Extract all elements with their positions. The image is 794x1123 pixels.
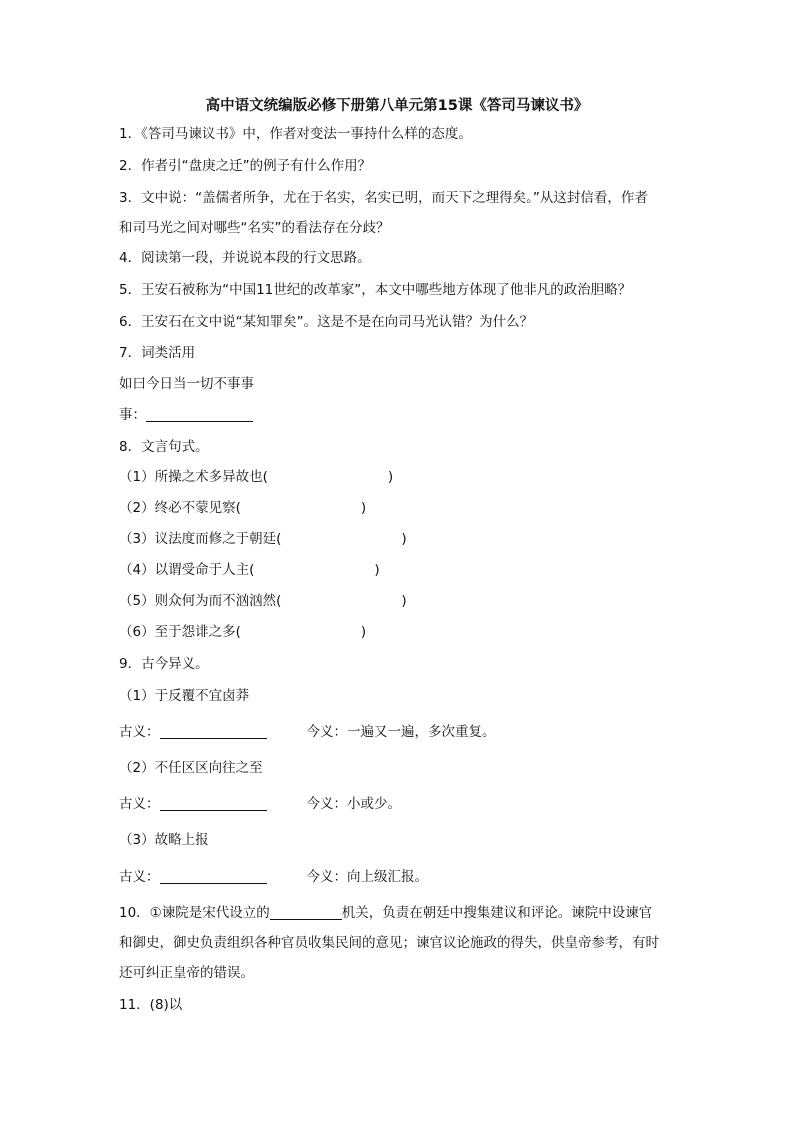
answer-blank[interactable]: [160, 724, 267, 739]
close-paren: ): [360, 624, 367, 640]
question-9-answer-row-3: [119, 867, 428, 887]
question-7-sentence: 如曰今日当一切不事事: [119, 376, 254, 392]
question-8-item-2: [119, 498, 366, 518]
question-9-answer-row-2: [119, 794, 401, 814]
question-6: 6．王安石在文中说“某知罪矣”。这是不是在向司马光认错？为什么？: [119, 314, 534, 330]
answer-blank[interactable]: [270, 905, 342, 920]
question-8-item-text: （6）至于怨诽之多(: [119, 624, 241, 640]
close-paren: ): [401, 593, 407, 609]
question-8-item-6: [119, 622, 366, 642]
question-8-item-text: （5）则众何为而不汹汹然(: [119, 593, 282, 609]
question-3-line-2: 和司马光之间对哪些“名实”的看法存在分歧？: [119, 220, 390, 236]
question-10-line-1: [119, 903, 652, 923]
question-10-text: 机关，负责在朝廷中搜集建议和评论。谏院中设谏官: [341, 905, 653, 921]
question-9-word-2: （2）不任区区向往之至: [119, 760, 263, 776]
question-9: 9．古今异义。: [119, 656, 209, 672]
question-10-line-2: 和御史，御史负责组织各种官员收集民间的意见；谏官议论施政的得失，供皇帝参考，有时: [119, 935, 659, 951]
question-8-item-4: [119, 560, 380, 580]
question-1: 1．《答司马谏议书》中，作者对变法一事持什么样的态度。: [119, 126, 472, 142]
question-3-line-1: 3．文中说：“盖儒者所争，尤在于名实，名实已明，而天下之理得矣。”从这封信看，作者: [119, 190, 648, 206]
page-title: 高中语文统编版必修下册第八单元第15课《答司马谏议书》: [205, 98, 589, 114]
modern-meaning: 今义：向上级汇报。: [306, 869, 428, 885]
question-10-text: 10．①谏院是宋代设立的: [119, 905, 270, 921]
question-5: 5．王安石被称为“中国11世纪的改革家”，本文中哪些地方体现了他非凡的政治胆略？: [119, 282, 632, 298]
question-8-item-text: （1）所操之术多异故也(: [119, 469, 268, 485]
question-8-item-1: [119, 467, 393, 487]
question-8-item-text: （3）议法度而修之于朝廷(: [119, 531, 282, 547]
question-8-item-text: （4）以谓受命于人主(: [119, 562, 255, 578]
close-paren: ): [387, 469, 394, 485]
ancient-meaning-label: 古义：: [119, 796, 160, 812]
question-2: 2．作者引“盘庚之迁”的例子有什么作用？: [119, 158, 372, 174]
question-9-word-3: （3）故略上报: [119, 832, 209, 848]
question-8-item-3: [119, 529, 407, 549]
question-7-answer-label: 事：: [119, 407, 146, 423]
answer-blank[interactable]: [146, 407, 253, 422]
answer-blank[interactable]: [160, 796, 267, 811]
ancient-meaning-label: 古义：: [119, 869, 160, 885]
question-8-item-5: [119, 591, 407, 611]
question-8: 8．文言句式。: [119, 439, 209, 455]
close-paren: ): [374, 562, 380, 578]
answer-blank[interactable]: [160, 869, 267, 884]
question-7-answer-row: [119, 405, 253, 425]
close-paren: ): [360, 500, 367, 516]
question-10-line-3: 还可纠正皇帝的错误。: [119, 965, 254, 981]
question-9-word-1: （1）于反覆不宜卤莽: [119, 688, 250, 704]
modern-meaning: 今义：一遍又一遍，多次重复。: [306, 724, 496, 740]
close-paren: ): [401, 531, 407, 547]
question-11: 11．(8)以: [119, 997, 183, 1013]
question-7: 7．词类活用: [119, 345, 196, 361]
question-8-item-text: （2）终必不蒙见察(: [119, 500, 241, 516]
question-4: 4．阅读第一段，并说说本段的行文思路。: [119, 250, 371, 266]
question-9-answer-row-1: [119, 722, 496, 742]
modern-meaning: 今义：小或少。: [306, 796, 401, 812]
ancient-meaning-label: 古义：: [119, 724, 160, 740]
